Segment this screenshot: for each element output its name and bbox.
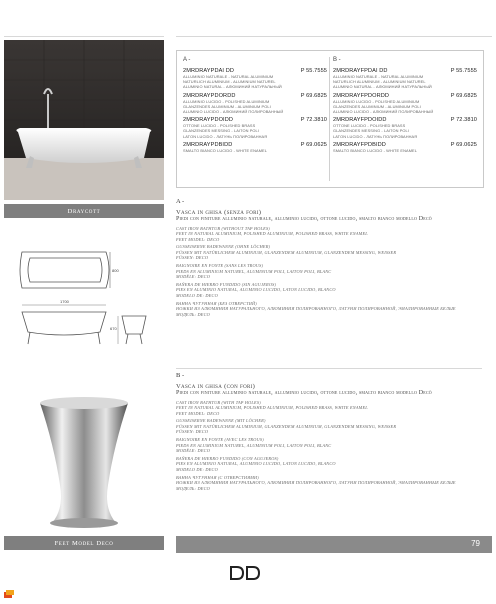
finish-text: ALLUMINIO NATURALE - NATURAL ALUMINIUM xyxy=(183,74,274,79)
finish-text: GLANZENDES MESSING - LAITON POLI xyxy=(183,128,259,134)
description-line: PIEDS EN ALUMINIUM NATUREL, ALUMINIUM POLI, LAITON POLI, BLANC xyxy=(176,268,332,274)
sku-price: P 72.3810 xyxy=(300,117,327,124)
description-line: FÜSSEN: DECO xyxy=(176,255,209,261)
description-line: FEET IN NATURAL ALUMINIUM, POLISHED ALUMINIUM, POLISHED BRASS, WHITE ENAMEL xyxy=(176,231,368,237)
description-line: FÜSSEN: DECO xyxy=(176,429,209,435)
description-line: MODÈLE: DECO xyxy=(176,274,211,280)
description-line: MODÈLE: DECO xyxy=(176,448,211,454)
page-number-bar xyxy=(176,536,492,553)
page-number: 79 xyxy=(471,539,480,548)
description-line: GUSSEISERNE BADEWANNE (OHNE LÖCHER) xyxy=(176,244,271,250)
sku-price: P 55.7555 xyxy=(300,68,327,74)
description-line: МОДЕЛЬ: DECO xyxy=(176,311,210,317)
sku-code: 2MRDRAYFPDBIDD xyxy=(333,141,386,148)
description-line: BAÑERA DE HIERRO FUNDIDO (SIN AGUJEROS) xyxy=(176,281,277,287)
price-column-a xyxy=(183,57,327,153)
description-line: МОДЕЛЬ: DECO xyxy=(176,485,210,491)
sku-code: 2MRDRAYPDAI DD xyxy=(183,68,235,74)
finish-text: NATURLICH ALUMINIUM - ALUMINIUM NATUREL xyxy=(183,79,276,85)
finish-text: ALUMINIO NATURAL - АЛЮМИНИЙ НАТУРАЛЬНЫЙ xyxy=(183,84,282,90)
description-line: BAÑERA DE HIERRO FUNDIDO (CON AGUJEROS) xyxy=(176,455,279,461)
finish-text: LATON LUCIDO - ЛАТУНЬ ПОЛИРОВАННАЯ xyxy=(333,133,418,139)
sku-code: 2MRDRAYPDBIDD xyxy=(183,141,233,148)
sku-price: P 72.3810 xyxy=(450,117,477,124)
sku-code: 2MRDRAYPDORDD xyxy=(183,92,236,99)
top-rule-right xyxy=(176,36,492,37)
description-line: FEET IN NATURAL ALUMINIUM, POLISHED ALUMINIUM, POLISHED BRASS, WHITE ENAMEL xyxy=(176,405,368,411)
finish-text: ALUMINIO NATURAL - АЛЮМИНИЙ НАТУРАЛЬНЫЙ xyxy=(333,84,432,90)
product-caption: Draycott xyxy=(4,204,164,218)
description-line: PIES EN ALUMINIO NATURAL, ALUMINIO LUCIDO, LATON LUCIDO, BLANCO xyxy=(176,287,336,293)
finish-text: ALLUMINIO LUCIDO - POLISHED ALUMINIUM xyxy=(183,98,270,104)
section-a-subtitle: Piedi con finiture alluminio naturale, alluminio lucido, ottone lucido, smalto bianco modello Decò xyxy=(176,216,432,222)
finish-text: OTTONE LUCIDO - POLISHED BRASS xyxy=(333,123,406,129)
foot-photo xyxy=(4,385,164,540)
description-line: FEET MODEL: DECO xyxy=(176,236,220,242)
corner-mark-icon xyxy=(4,586,14,595)
sku-price: P 55.7555 xyxy=(450,68,477,74)
sku-code: 2MRDRAYFPDORDD xyxy=(333,92,389,99)
brand-logo xyxy=(229,566,261,580)
deco-foot-image xyxy=(4,385,164,540)
dim-height-label: 670 xyxy=(110,326,117,331)
description-line: PIEDS EN ALUMINIUM NATUREL, ALUMINIUM POLI, LAITON POLI, BLANC xyxy=(176,442,332,448)
finish-text: ALUMINIO LUCIDO - АЛЮМИНИЙ ПОЛИРОВАННЫЙ xyxy=(183,109,284,115)
section-b-lines xyxy=(176,400,482,492)
sku-code: 2MRDRAYFPDAI DD xyxy=(333,68,388,74)
finish-text: ALLUMINIO LUCIDO - POLISHED ALUMINIUM xyxy=(333,98,420,104)
finish-text: SMALTO BIANCO LUCIDO - WHITE ENAMEL xyxy=(333,147,417,153)
section-b-subtitle: Piedi con finiture alluminio naturale, alluminio lucido, ottone lucido, smalto bianco modello Decò xyxy=(176,390,432,396)
foot-caption: Feet Model Deco xyxy=(4,536,164,550)
description-line: MODELO DE: DECO xyxy=(176,293,218,299)
dim-width-label: 1700 xyxy=(60,299,69,304)
bathtub-image xyxy=(4,40,164,200)
description-line: ВАННА ЧУГУННАЯ (БЕЗ ОТВЕРСТИЙ) xyxy=(176,300,257,306)
top-rule-left xyxy=(4,36,164,37)
mid-rule xyxy=(176,368,482,369)
description-line: PIES EN ALUMINIO NATURAL, ALUMINIO LUCIDO, LATON LUCIDO, BLANCO xyxy=(176,461,336,467)
section-a-title: Vasca in ghisa (senza fori) xyxy=(176,209,262,216)
description-line: ВАННА ЧУГУННАЯ (С ОТВЕРСТИЯМИ) xyxy=(176,474,259,480)
description-line: CAST IRON BATHTUB (WITH TAP HOLES) xyxy=(176,399,261,405)
description-line: BAIGNOIRE EN FONTE (AVEC LES TROUS) xyxy=(176,437,264,443)
sku-price: P 69.6825 xyxy=(450,92,477,99)
price-column-b xyxy=(333,57,477,153)
finish-text: LATON LUCIDO - ЛАТУНЬ ПОЛИРОВАННАЯ xyxy=(183,133,268,139)
description-line: НОЖКИ ИЗ АЛЮМИНИЯ НАТУРАЛЬНОГО, АЛЮМИНИЯ ПОЛИРОВАННОГО, ЛАТУНИ ПОЛИРОВАННОЙ, ЭМАЛИРОВАННЫЕ БЕЛЫЕ xyxy=(176,480,456,486)
finish-text: GLANZENDES MESSING - LAITON POLI xyxy=(333,128,409,134)
column-letter: B - xyxy=(333,57,341,63)
sku-code: 2MRDRAYFPDOIDD xyxy=(333,117,387,124)
section-a-description xyxy=(176,198,482,317)
description-line: FÜSSEN MIT NATÜRLICHEM ALUMINIUM, GLANZENDEM ALUMINIUM, GLANZENDEM MESSING, WEISSER xyxy=(176,249,397,255)
dim-depth-label: 800 xyxy=(112,268,119,273)
description-line: BAIGNOIRE EN FONTE (SANS LES TROUS) xyxy=(176,263,264,269)
description-line: GUSSEISERNE BADEWANNE (MIT LÖCHER) xyxy=(176,418,266,424)
price-table xyxy=(176,50,484,188)
description-line: FEET MODEL: DECO xyxy=(176,410,220,416)
description-line: CAST IRON BATHTUB (WITHOUT TAP HOLES) xyxy=(176,225,270,231)
sku-code: 2MRDRAYPDOIDD xyxy=(183,117,233,124)
technical-drawing xyxy=(14,240,156,375)
section-b-description xyxy=(176,372,482,491)
description-line: MODELO DE: DECO xyxy=(176,467,218,473)
finish-text: GLANZENDES ALUMINIUM - ALUMINIUM POLI xyxy=(183,103,271,109)
section-a-lines xyxy=(176,226,482,318)
section-b-title: Vasca in ghisa (con fori) xyxy=(176,383,256,390)
bathtub-photo xyxy=(4,40,164,200)
column-letter: A - xyxy=(183,57,191,63)
sku-price: P 69.0625 xyxy=(300,141,327,148)
finish-text: SMALTO BIANCO LUCIDO - WHITE ENAMEL xyxy=(183,147,267,153)
sku-price: P 69.0625 xyxy=(450,141,477,148)
finish-text: ALLUMINIO NATURALE - NATURAL ALUMINIUM xyxy=(333,74,424,79)
description-line: НОЖКИ ИЗ АЛЮМИНИЯ НАТУРАЛЬНОГО, АЛЮМИНИЯ ПОЛИРОВАННОГО, ЛАТУНИ ПОЛИРОВАННОЙ, ЭМАЛИРОВАННЫЕ БЕЛЫЕ xyxy=(176,306,456,312)
table-divider xyxy=(329,57,330,181)
finish-text: GLANZENDES ALUMINIUM - ALUMINIUM POLI xyxy=(333,103,421,109)
sku-price: P 69.6825 xyxy=(300,92,327,99)
finish-text: ALUMINIO LUCIDO - АЛЮМИНИЙ ПОЛИРОВАННЫЙ xyxy=(333,109,434,115)
finish-text: NATURLICH ALUMINIUM - ALUMINIUM NATUREL xyxy=(333,79,426,85)
description-line: FÜSSEN MIT NATÜRLICHEM ALUMINIUM, GLANZENDEM ALUMINIUM, GLANZENDEM MESSING, WEISSER xyxy=(176,423,397,429)
section-a-letter: A - xyxy=(176,198,185,205)
section-b-letter: B - xyxy=(176,372,185,379)
finish-text: OTTONE LUCIDO - POLISHED BRASS xyxy=(183,123,256,129)
